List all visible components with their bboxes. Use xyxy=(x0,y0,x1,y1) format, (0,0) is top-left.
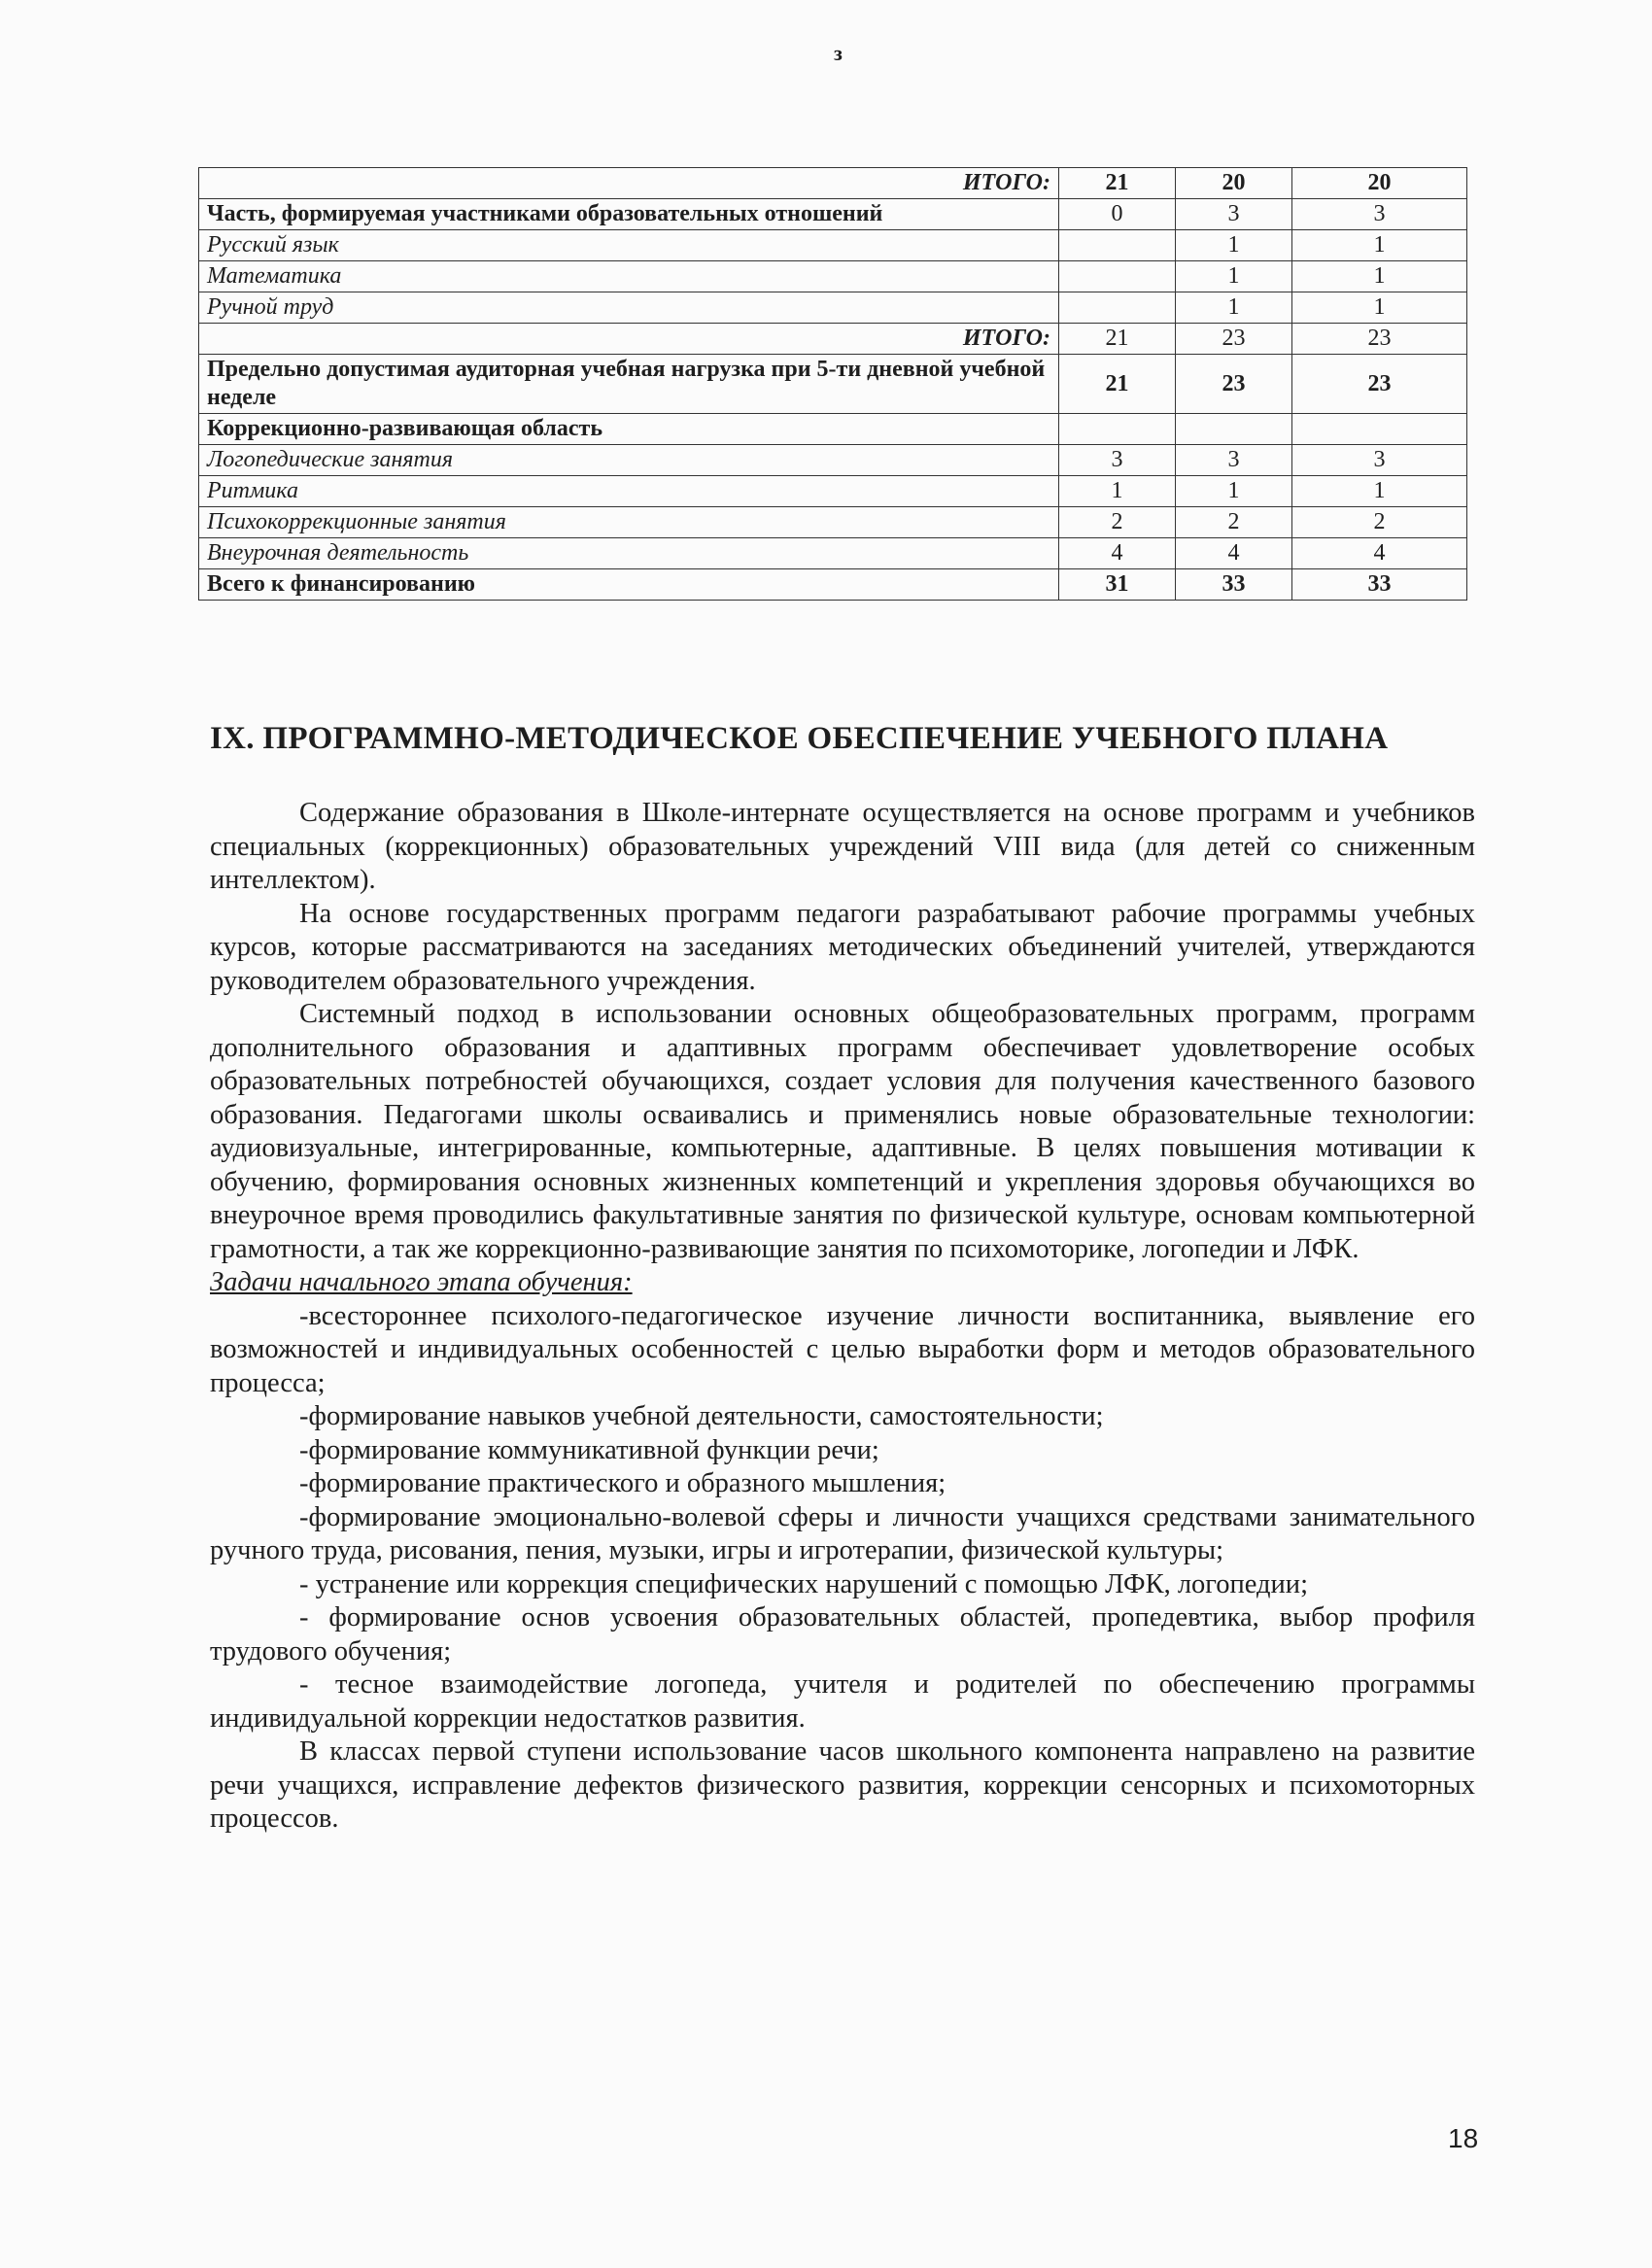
row-value: 2 xyxy=(1059,507,1176,538)
paragraph: Содержание образования в Школе-интернате осуществляется на основе программ и учебников специальных (коррекционных) образовательных учреждений VIII вида (для детей со сниженным интеллектом). xyxy=(210,798,1475,895)
row-value: 20 xyxy=(1176,168,1292,199)
paragraph: На основе государственных программ педагоги разрабатывают рабочие программы учебных курсов, которые рассматриваются на заседаниях методических объединений учителей, утверждаются руководителем образовательного учреждения. xyxy=(210,898,1475,996)
table-row xyxy=(199,261,1467,292)
row-value: 1 xyxy=(1176,476,1292,507)
row-value: 1 xyxy=(1292,476,1467,507)
row-value: 1 xyxy=(1176,230,1292,261)
row-value: 0 xyxy=(1059,199,1176,230)
row-value: 4 xyxy=(1292,538,1467,569)
row-value: 3 xyxy=(1292,445,1467,476)
table-row xyxy=(199,538,1467,569)
row-label: ИТОГО: xyxy=(199,168,1059,199)
task-item: -формирование коммуникативной функции речи; xyxy=(299,1434,879,1465)
row-value: 2 xyxy=(1176,507,1292,538)
table-row xyxy=(199,355,1467,414)
scan-mark: з xyxy=(834,41,843,65)
row-value: 4 xyxy=(1059,538,1176,569)
table-row xyxy=(199,324,1467,355)
curriculum-table xyxy=(198,167,1467,601)
row-label: ИТОГО: xyxy=(199,324,1059,355)
row-label: Ручной труд xyxy=(199,292,1059,324)
page-number: 18 xyxy=(1448,2123,1479,2153)
row-label: Всего к финансированию xyxy=(199,569,1059,601)
paragraph: Системный подход в использовании основных общеобразовательных программ, программ дополнительного образования и адаптивных программ обеспечивает удовлетворение особых образовательных потребностей обучающихся, создает условия для получения качественного базового образования. Педагогами школы осваивались и применялись новые образовательные технологии: аудиовизуальные, интегрированные, компьютерные, адаптивные. В целях повышения мотивации к обучению, формирования основных жизненных компетенций и укрепления здоровья обучающихся во внеурочное время проводились факультативные занятия по физической культуре, основам компьютерной грамотности, а так же коррекционно-развивающие занятия по психомоторике, логопедии и ЛФК. xyxy=(210,999,1475,1264)
row-value: 33 xyxy=(1176,569,1292,601)
row-value: 1 xyxy=(1059,476,1176,507)
row-value xyxy=(1059,292,1176,324)
table-row xyxy=(199,168,1467,199)
row-value: 20 xyxy=(1292,168,1467,199)
row-value: 23 xyxy=(1292,324,1467,355)
section-text xyxy=(210,797,1475,1837)
row-value: 1 xyxy=(1176,261,1292,292)
tasks-title-text: Задачи начального этапа обучения: xyxy=(210,1267,633,1297)
row-label: Математика xyxy=(199,261,1059,292)
table-row xyxy=(199,445,1467,476)
table-row xyxy=(199,414,1467,445)
row-value: 21 xyxy=(1059,324,1176,355)
row-value: 23 xyxy=(1292,355,1467,414)
row-value: 21 xyxy=(1059,168,1176,199)
row-value xyxy=(1059,261,1176,292)
task-item: - тесное взаимодействие логопеда, учителя и родителей по обеспечению программы индивидуальной коррекции недостатков развития. xyxy=(210,1669,1475,1734)
row-value: 3 xyxy=(1176,445,1292,476)
paragraph: В классах первой ступени использование часов школьного компонента направлено на развитие речи учащихся, исправление дефектов физического развития, коррекции сенсорных и психомоторных процессов. xyxy=(210,1736,1475,1834)
row-label: Предельно допустимая аудиторная учебная нагрузка при 5-ти дневной учебной неделе xyxy=(199,355,1059,414)
row-value: 1 xyxy=(1292,292,1467,324)
row-value: 33 xyxy=(1292,569,1467,601)
row-label: Коррекционно-развивающая область xyxy=(199,414,1059,445)
row-value xyxy=(1059,414,1176,445)
row-label: Часть, формируемая участниками образовательных отношений xyxy=(199,199,1059,230)
table-row xyxy=(199,476,1467,507)
row-value: 31 xyxy=(1059,569,1176,601)
task-item: - устранение или коррекция специфических нарушений с помощью ЛФК, логопедии; xyxy=(299,1568,1308,1599)
row-value: 3 xyxy=(1176,199,1292,230)
row-value: 1 xyxy=(1292,230,1467,261)
row-label: Ритмика xyxy=(199,476,1059,507)
tasks-title xyxy=(210,1266,1475,1300)
row-value: 23 xyxy=(1176,324,1292,355)
row-value xyxy=(1292,414,1467,445)
row-value: 3 xyxy=(1059,445,1176,476)
row-value xyxy=(1176,414,1292,445)
table-row xyxy=(199,292,1467,324)
row-label: Психокоррекционные занятия xyxy=(199,507,1059,538)
row-label: Внеурочная деятельность xyxy=(199,538,1059,569)
table-row xyxy=(199,230,1467,261)
row-value: 2 xyxy=(1292,507,1467,538)
task-item: -формирование эмоционально-волевой сферы и личности учащихся средствами занимательного ручного труда, рисования, пения, музыки, игры и игротерапии, физической культуры; xyxy=(210,1501,1475,1565)
row-label: Русский язык xyxy=(199,230,1059,261)
table-row xyxy=(199,199,1467,230)
curriculum-table-body xyxy=(199,168,1467,601)
task-item: -всестороннее психолого-педагогическое изучение личности воспитанника, выявление его возможностей и индивидуальных особенностей с целью выработки форм и методов образовательного процесса; xyxy=(210,1300,1475,1398)
table-row xyxy=(199,569,1467,601)
row-value: 1 xyxy=(1292,261,1467,292)
row-value: 23 xyxy=(1176,355,1292,414)
row-value: 21 xyxy=(1059,355,1176,414)
row-value: 4 xyxy=(1176,538,1292,569)
task-item: - формирование основ усвоения образовательных областей, пропедевтика, выбор профиля трудового обучения; xyxy=(210,1602,1475,1667)
section-heading: IX. ПРОГРАММНО-МЕТОДИЧЕСКОЕ ОБЕСПЕЧЕНИЕ УЧЕБНОГО ПЛАНА xyxy=(210,721,1389,756)
task-item: -формирование практического и образного мышления; xyxy=(299,1468,946,1498)
row-value: 3 xyxy=(1292,199,1467,230)
task-item: -формирование навыков учебной деятельности, самостоятельности; xyxy=(299,1401,1104,1431)
row-label: Логопедические занятия xyxy=(199,445,1059,476)
row-value xyxy=(1059,230,1176,261)
row-value: 1 xyxy=(1176,292,1292,324)
table-row xyxy=(199,507,1467,538)
